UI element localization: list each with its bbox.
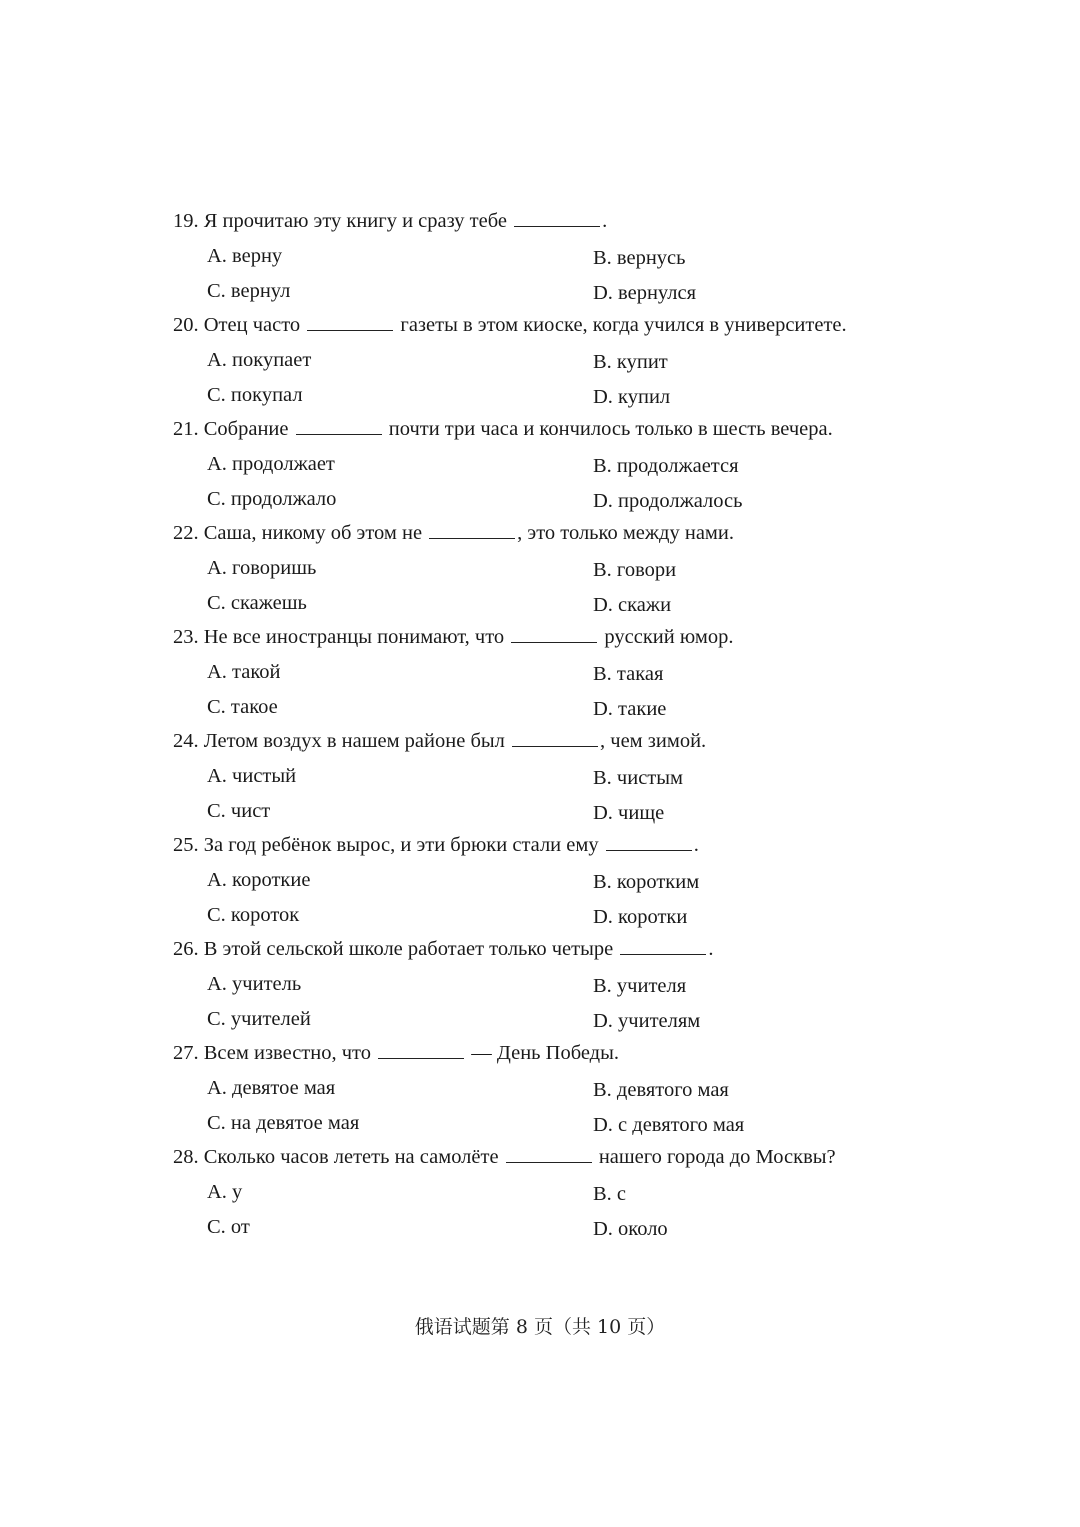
question-stem-after: , чем зимой.: [600, 730, 707, 752]
question-text: [173, 1036, 619, 1070]
option-c: C. учителей: [207, 1008, 311, 1030]
answer-blank: [429, 520, 515, 539]
question-item: [173, 724, 933, 828]
option-c: C. покупал: [207, 384, 303, 406]
option-b: B. чистым: [593, 767, 684, 789]
option-b: B. девятого мая: [593, 1079, 729, 1101]
option-d: D. вернулся: [593, 282, 697, 304]
option-a: A. девятое мая: [207, 1077, 336, 1099]
option-c: C. на девятое мая: [207, 1112, 360, 1134]
question-text: [173, 724, 706, 758]
question-text: [173, 1140, 836, 1174]
question-stem-after: почти три часа и кончилось только в шесть вечера.: [388, 418, 833, 440]
question-stem-after: русский юмор.: [604, 626, 734, 648]
question-number: 28.: [173, 1146, 199, 1168]
question-stem-after: .: [708, 938, 714, 960]
option-a: A. говоришь: [207, 557, 317, 579]
question-number: 25.: [173, 834, 199, 856]
question-stem-before: За год ребёнок вырос, и эти брюки стали ему: [203, 834, 599, 856]
answer-blank: [620, 936, 706, 955]
option-b: B. говори: [593, 559, 677, 581]
option-d: D. чище: [593, 802, 665, 824]
option-b: B. такая: [593, 663, 664, 685]
question-number: 26.: [173, 938, 199, 960]
question-number: 23.: [173, 626, 199, 648]
question-stem-before: Я прочитаю эту книгу и сразу тебе: [203, 210, 507, 232]
option-a: A. верну: [207, 245, 283, 267]
question-stem-before: Собрание: [203, 418, 289, 440]
question-number: 24.: [173, 730, 199, 752]
option-d: D. учителям: [593, 1010, 701, 1032]
question-stem-before: Саша, никому об этом не: [203, 522, 423, 544]
question-list: [173, 204, 933, 1244]
option-d: D. около: [593, 1218, 668, 1240]
question-stem-after: .: [602, 210, 608, 232]
question-text: [173, 620, 734, 654]
question-item: [173, 1036, 933, 1140]
question-stem-after: .: [693, 834, 699, 856]
answer-blank: [378, 1040, 464, 1059]
option-b: B. продолжается: [593, 455, 739, 477]
option-c: C. от: [207, 1216, 250, 1238]
question-item: [173, 1140, 933, 1244]
option-a: A. продолжает: [207, 453, 335, 475]
question-item: [173, 620, 933, 724]
question-item: [173, 308, 933, 412]
option-d: D. с девятого мая: [593, 1114, 745, 1136]
question-text: [173, 308, 847, 342]
option-c: C. скажешь: [207, 592, 307, 614]
option-d: D. коротки: [593, 906, 688, 928]
answer-blank: [514, 208, 600, 227]
question-number: 21.: [173, 418, 199, 440]
question-item: [173, 932, 933, 1036]
option-c: C. такое: [207, 696, 278, 718]
question-stem-after: газеты в этом киоске, когда учился в университете.: [400, 314, 847, 336]
answer-blank: [506, 1144, 592, 1163]
option-c: C. чист: [207, 800, 271, 822]
question-text: [173, 932, 713, 966]
question-item: [173, 828, 933, 932]
question-number: 27.: [173, 1042, 199, 1064]
page-footer: 俄语试题第 8 页（共 10 页）: [414, 1316, 666, 1338]
answer-blank: [511, 624, 597, 643]
question-item: [173, 204, 933, 308]
option-d: D. такие: [593, 698, 667, 720]
option-a: A. учитель: [207, 973, 302, 995]
question-number: 19.: [173, 210, 199, 232]
option-a: A. короткие: [207, 869, 311, 891]
question-text: [173, 828, 699, 862]
answer-blank: [512, 728, 598, 747]
question-text: [173, 412, 833, 446]
option-d: D. купил: [593, 386, 671, 408]
answer-blank: [296, 416, 382, 435]
question-stem-after: , это только между нами.: [517, 522, 735, 544]
option-b: B. коротким: [593, 871, 700, 893]
option-b: B. купит: [593, 351, 668, 373]
option-a: A. у: [207, 1181, 243, 1203]
option-b: B. с: [593, 1183, 627, 1205]
question-stem-before: Не все иностранцы понимают, что: [203, 626, 505, 648]
question-stem-before: Сколько часов лететь на самолёте: [203, 1146, 499, 1168]
question-text: [173, 204, 607, 238]
question-text: [173, 516, 734, 550]
option-c: C. вернул: [207, 280, 291, 302]
question-stem-after: — День Победы.: [471, 1042, 620, 1064]
question-item: [173, 516, 933, 620]
question-stem-after: нашего города до Москвы?: [598, 1146, 836, 1168]
question-stem-before: Всем известно, что: [203, 1042, 371, 1064]
question-number: 22.: [173, 522, 199, 544]
question-item: [173, 412, 933, 516]
question-stem-before: В этой сельской школе работает только четыре: [203, 938, 614, 960]
option-d: D. продолжалось: [593, 490, 743, 512]
option-a: A. покупает: [207, 349, 312, 371]
option-b: B. вернусь: [593, 247, 686, 269]
option-a: A. такой: [207, 661, 281, 683]
option-a: A. чистый: [207, 765, 297, 787]
option-c: C. продолжало: [207, 488, 337, 510]
question-stem-before: Отец часто: [203, 314, 301, 336]
answer-blank: [307, 312, 393, 331]
option-b: B. учителя: [593, 975, 687, 997]
option-c: C. короток: [207, 904, 300, 926]
question-stem-before: Летом воздух в нашем районе был: [203, 730, 505, 752]
option-d: D. скажи: [593, 594, 672, 616]
answer-blank: [606, 832, 692, 851]
question-number: 20.: [173, 314, 199, 336]
